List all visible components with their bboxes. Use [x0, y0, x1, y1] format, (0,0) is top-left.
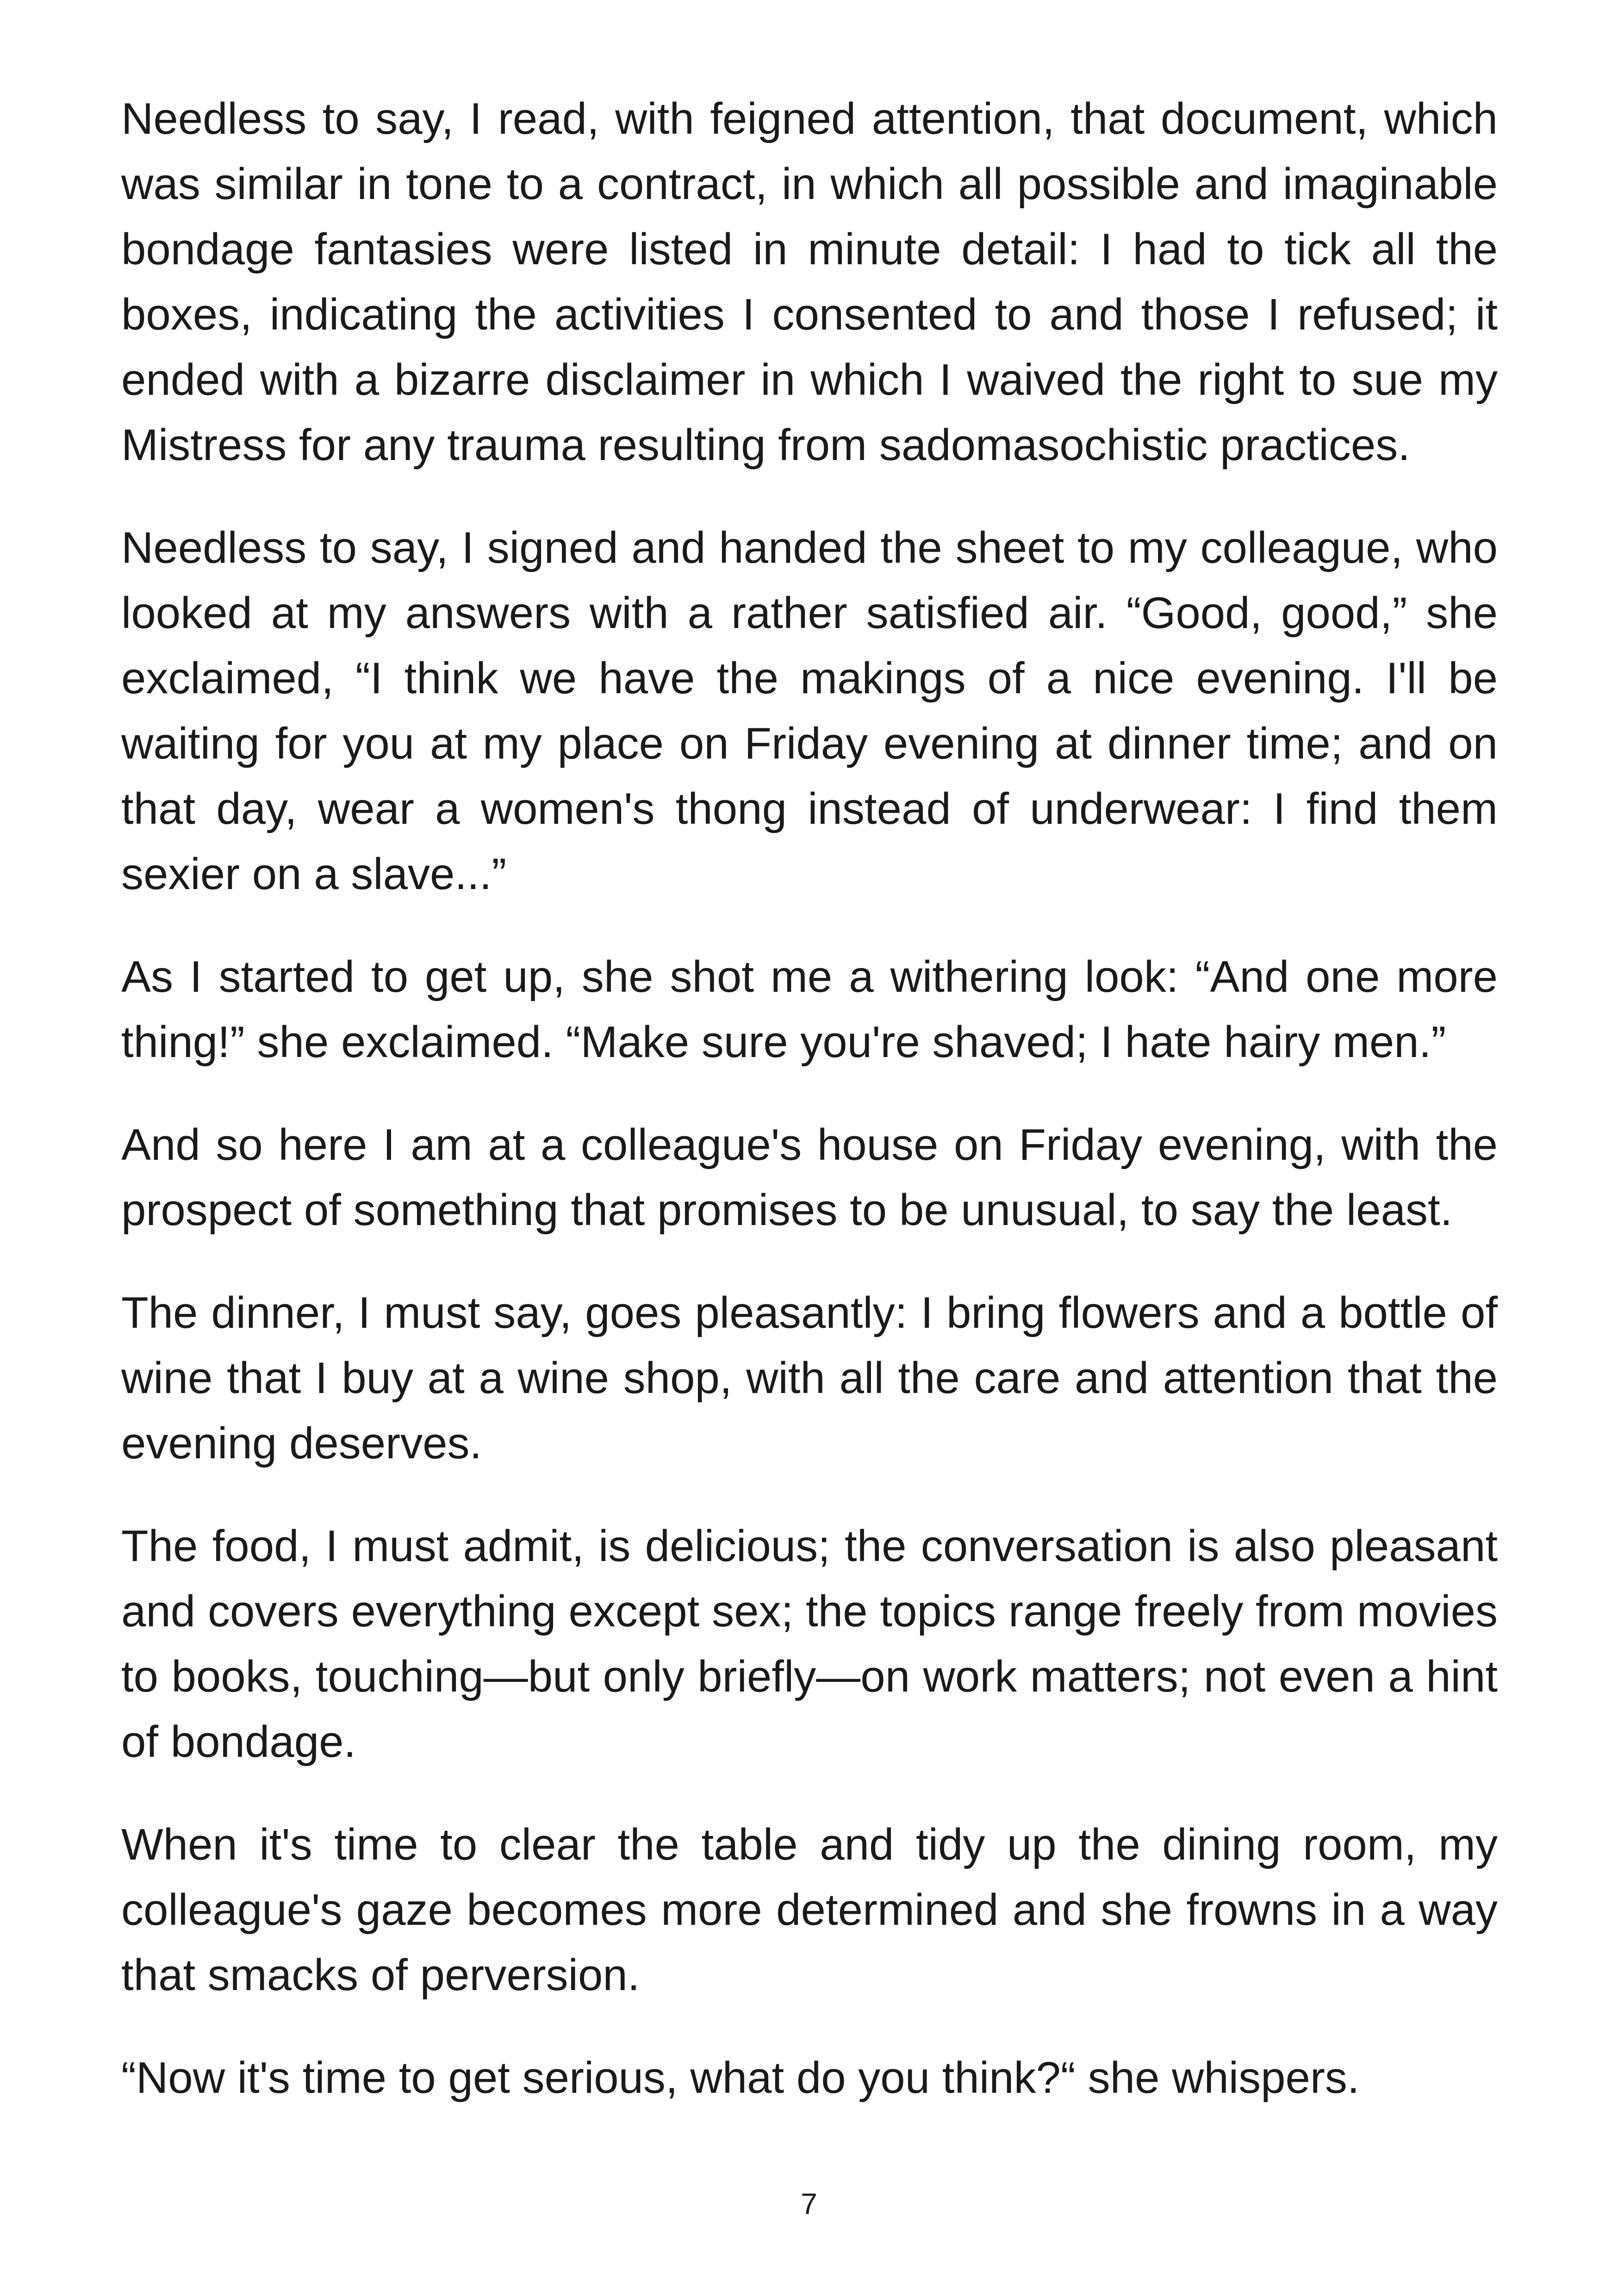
body-text [121, 86, 1498, 2110]
page-number: 7 [801, 2187, 817, 2221]
paragraph: Needless to say, I read, with feigned attention, that document, which was similar in tone to a contract, in which all possible and imaginable bondage fantasies were listed in minute detail: I had to tick all the boxes, indicating the activities I consented to and those I refused; it ended with a bizarre disclaimer in which I waived the right to sue my Mistress for any trauma resulting from sadomasochistic practices. [121, 94, 1498, 470]
paragraph: When it's time to clear the table and tidy up the dining room, my colleague's gaze becomes more determined and she frowns in a way that smacks of perversion. [121, 1820, 1498, 2000]
paragraph: And so here I am at a colleague's house on Friday evening, with the prospect of something that promises to be unusual, to say the least. [121, 1120, 1498, 1235]
paragraph: The dinner, I must say, goes pleasantly: I bring flowers and a bottle of wine that I buy at a wine shop, with all the care and attention that the evening deserves. [121, 1288, 1498, 1468]
paragraph: “Now it's time to get serious, what do you think?“ she whispers. [121, 2053, 1360, 2103]
paragraph: The food, I must admit, is delicious; the conversation is also pleasant and covers everything except sex; the topics range freely from movies to books, touching—but only briefly—on work matters; not even a hint of bondage. [121, 1521, 1498, 1767]
paragraph: Needless to say, I signed and handed the sheet to my colleague, who looked at my answers with a rather satisfied air. “Good, good,” she exclaimed, “I think we have the makings of a nice evening. I'll be waiting for you at my place on Friday evening at dinner time; and on that day, wear a women's thong instead of underwear: I find them sexier on a slave...” [121, 523, 1498, 899]
paragraph: As I started to get up, she shot me a withering look: “And one more thing!” she exclaimed. “Make sure you're shaved; I hate hairy men.” [121, 952, 1498, 1067]
